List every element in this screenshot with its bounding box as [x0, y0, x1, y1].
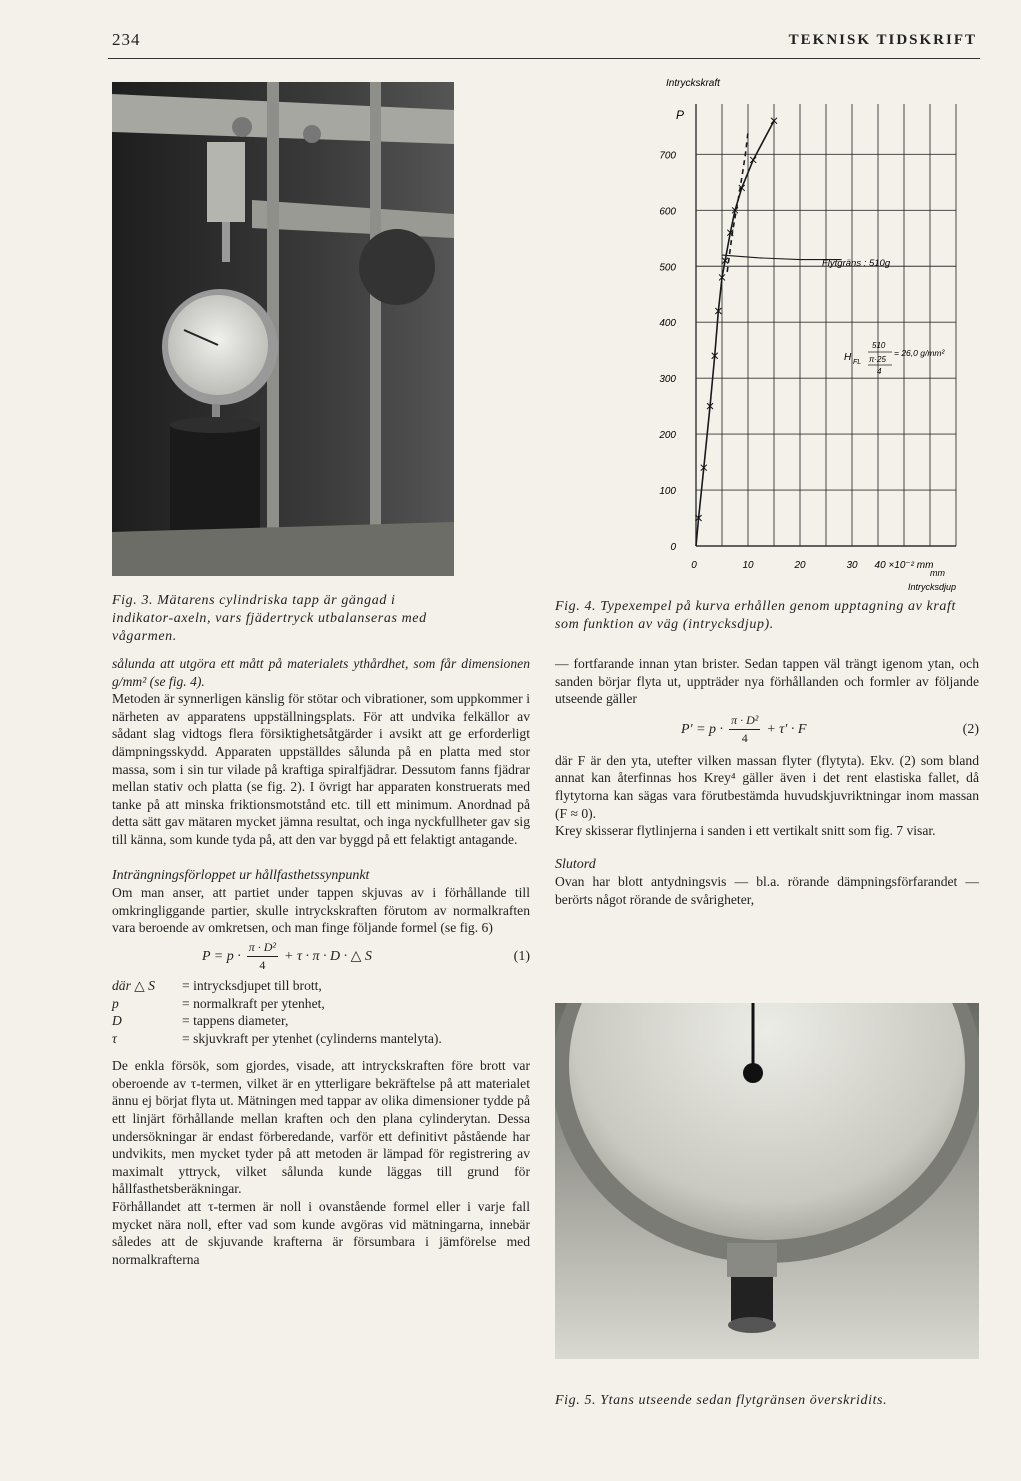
- x-axis-unit: mm: [930, 568, 945, 578]
- fig4-chart-svg: [636, 74, 976, 594]
- series-line-belastningskurva: [696, 121, 774, 546]
- section-heading: Inträngningsförloppet ur hållfasthetssynpunkt: [112, 867, 370, 883]
- x-tick-label: 10: [742, 560, 754, 571]
- x-axis-title: Intrycksdjup: [908, 582, 957, 592]
- right-column: [555, 655, 979, 909]
- formula-h: H: [844, 352, 852, 363]
- fig4-caption: Fig. 4. Typexempel på kurva erhållen genom upptagning av kraft som funktion av väg (intrycksdjup).: [555, 599, 956, 632]
- formula-den2: 4: [877, 367, 882, 376]
- x-tick-labels: [691, 560, 933, 571]
- definition-text: = normalkraft per ytenhet,: [182, 995, 325, 1011]
- right-p2: där F är den yta, utefter vilken massan flyter (flytyta). Ekv. (2) som bland annat kan återfinnas hos Krey⁴ gäller även i det rent elastiska fallet, då flytytorna kan sägas vara förutbestämda huvudskjuvriktningar inom massan (F ≈ 0).: [555, 752, 979, 821]
- slutord-heading: Slutord: [555, 856, 596, 872]
- chart-series: [696, 118, 842, 546]
- formula-h-sub: FL: [853, 359, 862, 366]
- x-tick-label: 20: [794, 560, 806, 571]
- definition-row: [112, 977, 530, 995]
- symbol-definitions: [112, 977, 530, 1047]
- right-p4: Ovan har blott antydningsvis — bl.a. rörande dämpningsförfarandet — berörts något rörande de svårigheter,: [555, 874, 979, 907]
- definition-row: [112, 1012, 530, 1030]
- definition-symbol: τ: [112, 1030, 117, 1046]
- header-rule: [108, 58, 980, 59]
- eq1-lhs: P = p ·: [202, 949, 241, 965]
- left-p1: sålunda att utgöra ett mått på materialets ythårdhet, som får dimensionen g/mm² (se fig. 4).: [112, 656, 530, 689]
- formula-num: 510: [872, 341, 886, 350]
- y-tick-label: 400: [659, 318, 676, 330]
- eq2-den: 4: [741, 731, 748, 746]
- fig3-caption: Fig. 3. Mätarens cylindriska tapp är gängad i indikator-axeln, vars fjädertryck utbalanseras med vågarmen.: [112, 593, 427, 644]
- fig5-photo: [555, 1003, 979, 1359]
- equation-2: [681, 708, 979, 752]
- eq2-rhs: + τ′ · F: [766, 721, 807, 737]
- definition-symbol: där △ S: [112, 977, 155, 993]
- chart-grid: [696, 104, 956, 546]
- eq1-den: 4: [259, 958, 266, 973]
- y-tick-labels: [658, 150, 676, 553]
- equation-1: [202, 937, 530, 977]
- eq2-number: (2): [962, 721, 979, 737]
- x-tick-label: 30: [846, 560, 858, 571]
- definition-text: = intrycksdjupet till brott,: [182, 977, 322, 993]
- eq1-fraction: [247, 939, 278, 975]
- fig5-dial-illustration: [555, 1003, 979, 1359]
- page-number: 234: [112, 30, 141, 49]
- fig3-apparatus-illustration: [112, 82, 454, 576]
- definition-text: = tappens diameter,: [182, 1013, 289, 1029]
- eq1-num: π · D²: [247, 939, 278, 958]
- eq1-rhs: + τ · π · D · △ S: [284, 949, 372, 965]
- journal-title: TEKNISK TIDSKRIFT: [788, 32, 977, 48]
- y-tick-label: 700: [659, 150, 676, 162]
- definition-text: = skjuvkraft per ytenhet (cylinderns mantelyta).: [182, 1030, 442, 1046]
- definition-row: [112, 995, 530, 1013]
- right-p3: Krey skisserar flytlinjerna i sanden i ett vertikalt snitt som fig. 7 visar.: [555, 823, 936, 839]
- definition-symbol: D: [112, 1013, 122, 1029]
- y-tick-label: 300: [659, 374, 676, 386]
- y-tick-label: 0: [670, 542, 676, 553]
- x-tick-label: 40 ×10⁻² mm: [874, 560, 934, 571]
- formula-rhs: = 26,0 g/mm²: [894, 348, 945, 358]
- fig4-chart: [636, 74, 976, 594]
- definition-symbol: p: [112, 995, 119, 1011]
- y-tick-label: 500: [659, 262, 676, 274]
- definition-row: [112, 1030, 530, 1048]
- y-axis-symbol: P: [676, 108, 685, 122]
- formula-den: π·25: [869, 355, 886, 364]
- y-tick-label: 600: [659, 206, 676, 218]
- left-p5: Förhållandet att τ-termen är noll i ovanstående formel eller i varje fall mycket nära noll, efter vad som kunde avgöras vid mätningarna, innebär således att de skjuvande krafterna är försumbara i jämförelse med normalkrafterna: [112, 1199, 530, 1267]
- fig3-photo: [112, 82, 454, 576]
- eq2-fraction: [729, 712, 760, 748]
- y-tick-label: 200: [659, 430, 676, 442]
- fig5-caption: Fig. 5. Ytans utseende sedan flytgränsen överskridits.: [555, 1393, 888, 1408]
- x-tick-label: 0: [691, 560, 697, 571]
- left-p3: Om man anser, att partiet under tappen skjuvas av i förhållande till omkringliggande partier, skulle intryckskraften förutom av normalkraften vara beroende av omkretsen, och man finge följande formel (se fig. 6): [112, 885, 530, 936]
- y-tick-label: 100: [659, 486, 676, 498]
- right-p1: — fortfarande innan ytan brister. Sedan tappen väl trängt igenom ytan, och sanden börjar flyta ut, uppträder nya förhållanden och formler av följande utseende gäller: [555, 656, 979, 707]
- yield-annotation: Flytgräns : 510g: [822, 258, 891, 269]
- eq1-number: (1): [513, 949, 530, 965]
- y-axis-title: Intryckskraft: [666, 78, 720, 89]
- left-column: [112, 655, 530, 1268]
- left-p4: De enkla försök, som gjordes, visade, att intryckskraften före brott var oberoende av τ-termen, vilket är en ytterligare bekräftelse på att materialet ännu ej börjat flyta ut. Mätningen med tappar av olika dimensioner tydde på ett linjärt förhållande mellan kraften och den plana cylinderytan. Dessa undersökningar är endast förberedande, varför ett definitivt påstående har undvikits, men mycket tyder på att metoden är lämpad för registrering av maximalt yttryck, vilket sålunda kunde läggas till grund för hållfasthetsberäkningar.: [112, 1058, 530, 1197]
- eq2-lhs: P′ = p ·: [681, 721, 724, 737]
- left-p2: Metoden är synnerligen känslig för stötar och vibrationer, som uppkommer i närheten av apparatens uppställningsplats. För att undvika felkällor av sådant slag vidtogs flera försiktighetsåtgärder i avsikt att ge erforderligt dämpningsskydd. Apparaten uppställdes sålunda på en platta med stor massa, som i sin tur vilade på kraftiga spiralfjädrar. Dessutom fanns fjädrar mellan stativ och platta (se fig. 2). I övrigt har apparaten konstruerats med tanke på att minska friktionsmotstånd etc. till ett minimum. Anordnad på detta sätt gav mätaren mycket jämna resultat, och inga nyckfullheter gav sig till känna, som kunde tyda på, att den var byggd på ett felaktigt antagande.: [112, 691, 530, 847]
- eq2-num: π · D²: [729, 712, 760, 731]
